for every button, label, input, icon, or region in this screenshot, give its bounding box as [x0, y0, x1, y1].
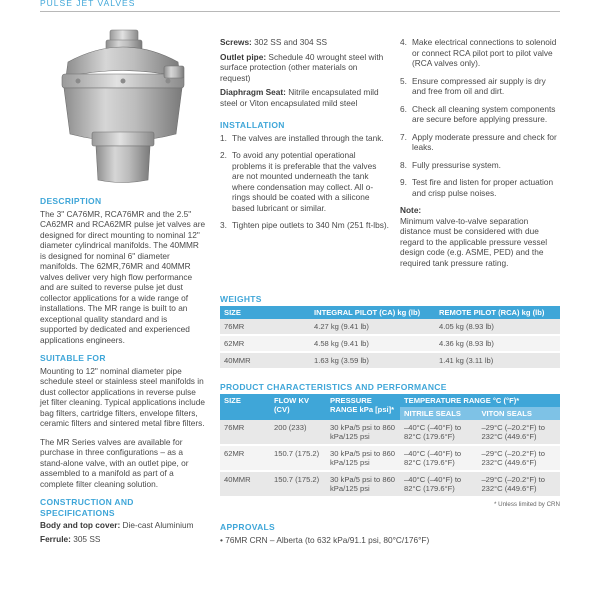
- spec-ferrule: [40, 534, 206, 545]
- perf-header-temp: TEMPERATURE RANGE °C (°F)*: [400, 394, 560, 407]
- list-item: 1. The valves are installed through the tank.: [220, 132, 384, 143]
- middle-column: [220, 37, 390, 238]
- installation-steps-a: [220, 133, 390, 231]
- spec-diaphragm: [220, 87, 390, 108]
- performance-heading: PRODUCT CHARACTERISTICS AND PERFORMANCE: [220, 382, 447, 392]
- table-row: 62MR 4.58 kg (9.41 lb) 4.36 kg (8.93 lb): [220, 335, 560, 352]
- list-item: 4. Make electrical connections to solenoid or connect RCA pilot port to pilot valve (RCA valves only).: [400, 37, 557, 68]
- installation-heading: INSTALLATION: [220, 120, 285, 130]
- approvals-section: [220, 522, 560, 545]
- approvals-item: • 76MR CRN – Alberta (to 632 kPa/91.1 psi, 80°C/176°F): [220, 534, 430, 545]
- list-item: 8. Fully pressurise system.: [400, 159, 501, 170]
- header-rule: [40, 0, 560, 12]
- description-heading: DESCRIPTION: [40, 196, 102, 206]
- spec-outlet-value: Schedule 40 wrought steel with surface protection (other materials on request): [220, 51, 384, 83]
- table-row: 76MR 4.27 kg (9.41 lb) 4.05 kg (8.93 lb): [220, 319, 560, 335]
- perf-header-viton: VITON SEALS: [477, 407, 560, 420]
- approvals-heading: APPROVALS: [220, 522, 275, 532]
- table-row: 40MMR 1.63 kg (3.59 lb) 1.41 kg (3.11 lb): [220, 352, 560, 369]
- list-item: 9. Test fire and listen for proper actuation and crisp pulse noises.: [400, 177, 554, 198]
- construction-heading: CONSTRUCTION AND SPECIFICATIONS: [40, 497, 134, 518]
- suitable-text-2: The MR Series valves are available for purchase in three configurations – as a stand-alone valve, with an outlet pipe, or assembled to a manifold as part of a complete filter cleaning solution.: [40, 436, 189, 489]
- list-item: 5. Ensure compressed air supply is dry and free from oil and dirt.: [400, 75, 546, 96]
- weights-header-size: SIZE: [220, 306, 310, 319]
- note-text: Minimum valve-to-valve separation distance must be considered with due regard to the applicable pressure vessel design code (e.g. ASME, PED) and the required tank pressure rating.: [400, 215, 548, 268]
- weights-table: [220, 306, 560, 370]
- suitable-text: Mounting to 12" nominal diameter pipe schedule steel or stainless steel manifolds in dust collector applications in reverse pulse jet filter cleaning. Typical applications include bag filters, cartridge filters, envelope filters, ceramic filters and sintered metal fibre filters.: [40, 365, 205, 428]
- spec-diaphragm-value: Nitrile encapsulated mild steel or Viton encapsulated mild steel: [220, 87, 379, 108]
- spec-body-value: Die-cast Aluminium: [122, 520, 194, 530]
- spec-ferrule-value: 305 SS: [73, 533, 101, 544]
- spec-screws: [220, 37, 390, 48]
- spec-body: [40, 520, 206, 531]
- note-label: Note:: [400, 205, 422, 215]
- weights-section: [220, 294, 560, 370]
- weights-header-rca: REMOTE PILOT (RCA) kg (lb): [435, 306, 560, 319]
- left-column: [40, 196, 206, 544]
- perf-footnote: * Unless limited by CRN: [493, 501, 560, 508]
- spec-outlet: [220, 52, 390, 84]
- spec-body-label: Body and top cover:: [40, 520, 121, 530]
- installation-steps-b: [400, 37, 560, 198]
- spec-diaphragm-label: Diaphragm Seat:: [220, 87, 286, 97]
- right-column: [400, 37, 560, 268]
- perf-header-size: SIZE: [220, 394, 270, 420]
- pulse-valve-image: [48, 22, 198, 187]
- performance-table: [220, 394, 560, 498]
- list-item: 3. Tighten pipe outlets to 340 Nm (251 ft-lbs).: [220, 220, 389, 230]
- suitable-heading: SUITABLE FOR: [40, 353, 106, 363]
- perf-header-flow: FLOW KV (CV): [270, 394, 326, 420]
- table-row: 40MMR 150.7 (175.2) 30 kPa/5 psi to 860 kPa/125 psi –40°C (–40°F) to 82°C (179.6°F) –29°C (–20.2°F) to 232°C (449.6°F): [220, 471, 560, 497]
- spec-outlet-label: Outlet pipe:: [220, 51, 267, 62]
- weights-heading: WEIGHTS: [220, 294, 262, 304]
- spec-screws-label: Screws:: [220, 37, 252, 47]
- spec-ferrule-label: Ferrule:: [40, 533, 71, 544]
- weights-header-ca: INTEGRAL PILOT (CA) kg (lb): [310, 306, 435, 319]
- description-text: The 3" CA76MR, RCA76MR and the 2.5" CA62MR and RCA62MR pulse jet valves are designed for direct mounting to nominal 12" diameter cylindrical manifolds. The 40MMR is designed for nominal 6" diameter manifolds. The 62MR,76MR and 40MMR valves deliver very high flow performance and are suited to reverse pulse jet dust collector applications for a wide range of installations. The MR range is built to an exceptional quality standard and is supported by dedicated and experienced applications engineers.: [40, 208, 206, 345]
- list-item: 2. To avoid any potential operational problems it is preferable that the valves are not mounted underneath the tank where condensation may collect. All o-rings should be coated with a silicone based lubricant or similar.: [220, 150, 377, 213]
- perf-header-pressure: PRESSURE RANGE kPa [psi]*: [326, 394, 400, 420]
- list-item: 6. Check all cleaning system components are secure before applying pressure.: [400, 103, 556, 124]
- table-row: 62MR 150.7 (175.2) 30 kPa/5 psi to 860 kPa/125 psi –40°C (–40°F) to 82°C (179.6°F) –29°C (–20.2°F) to 232°C (449.6°F): [220, 445, 560, 471]
- perf-header-nitrile: NITRILE SEALS: [400, 407, 477, 420]
- table-row: 76MR 200 (233) 30 kPa/5 psi to 860 kPa/125 psi –40°C (–40°F) to 82°C (179.6°F) –29°C (–20.2°F) to 232°C (449.6°F): [220, 420, 560, 445]
- section-title: PULSE JET VALVES: [40, 0, 136, 8]
- spec-screws-value: 302 SS and 304 SS: [254, 37, 328, 47]
- performance-section: [220, 382, 560, 508]
- list-item: 7. Apply moderate pressure and check for leaks.: [400, 131, 557, 152]
